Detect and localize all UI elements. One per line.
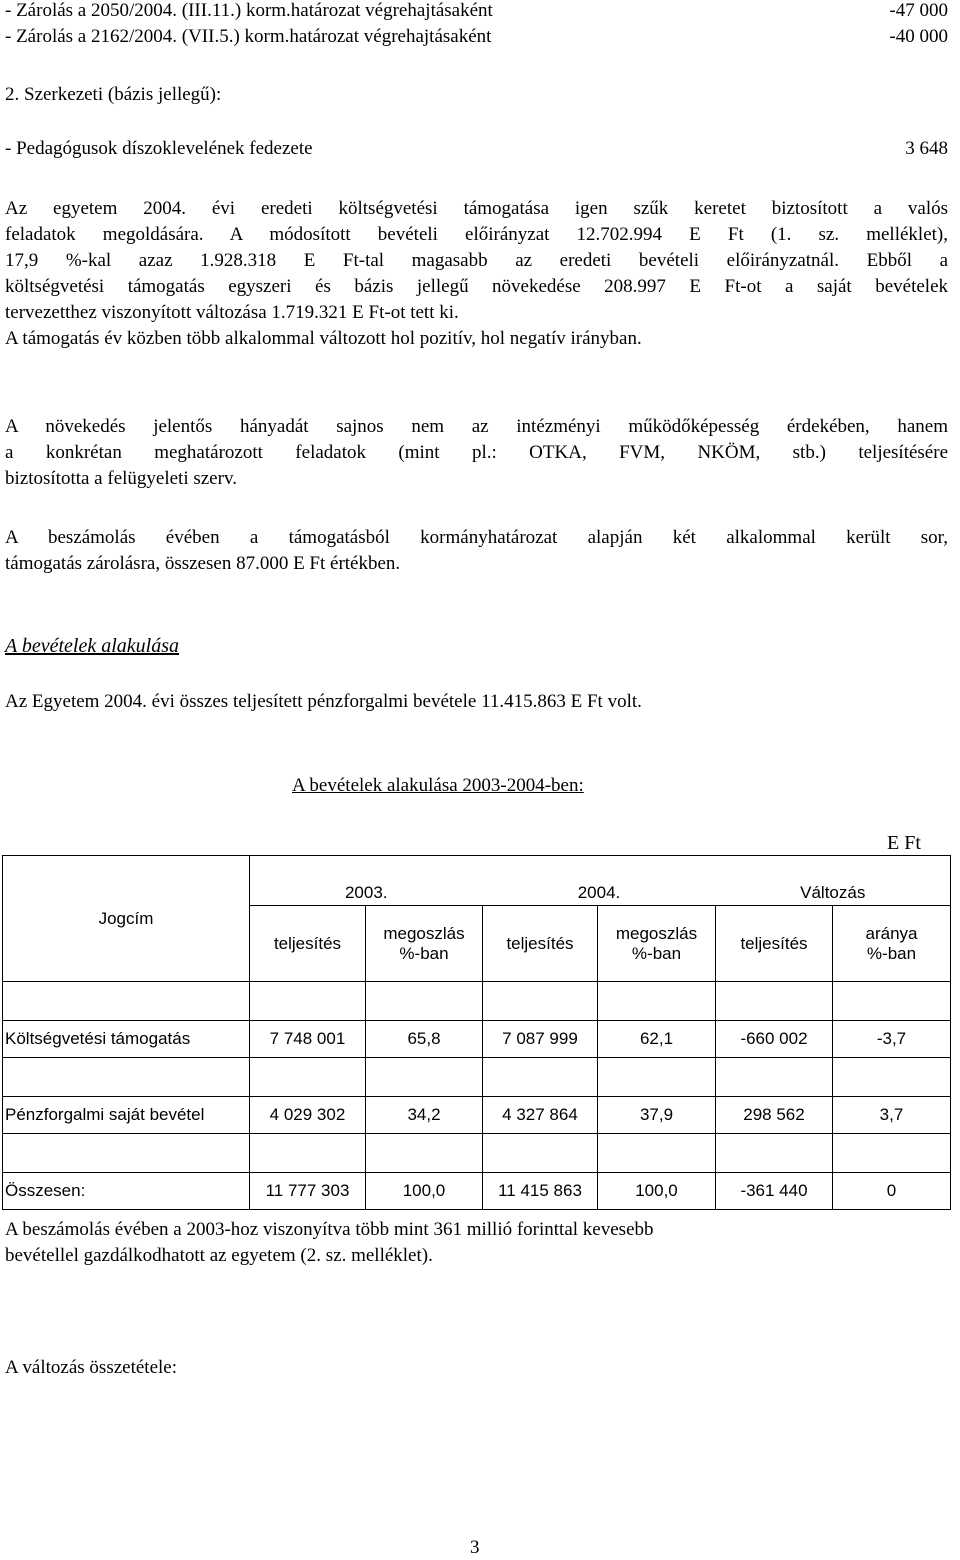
text-line: 17,9 %-kal azaz 1.928.318 E Ft-tal magasabb az eredeti bevételi előirányzatnál. Ebből a [5,250,948,271]
subheader-megoszlas-2003 [366,906,483,982]
cell-change-pct: -3,7 [833,1021,951,1058]
paragraph-freeze [5,525,948,577]
subheader-aranya-change [833,906,951,982]
cell-change-pct: 0 [833,1173,951,1210]
text-line: A beszámolás évében a támogatásból kormányhatározat alapján két alkalommal került sor, [5,527,948,548]
item-value: -40 000 [889,26,948,47]
table-header-row [3,856,951,906]
row-label: Pénzforgalmi saját bevétel [3,1097,250,1134]
cell-v2004: 4 327 864 [483,1097,598,1134]
table-caption: A bevételek alakulása 2003-2004-ben: [292,775,584,796]
item-zarolas-2050 [5,0,948,22]
text-line: A növekedés jelentős hányadát sajnos nem az intézményi működőképesség érdekében, hanem [5,416,948,437]
item-label: - Zárolás a 2162/2004. (VII.5.) korm.határozat végrehajtásaként [5,26,492,47]
cell-p2004: 62,1 [598,1021,716,1058]
cell-change-pct: 3,7 [833,1097,951,1134]
subheader-teljesites-2003: teljesítés [250,906,366,982]
item-label: - Zárolás a 2050/2004. (III.11.) korm.határozat végrehajtásaként [5,0,493,21]
paragraph-budget [5,196,948,352]
cell-p2003: 65,8 [366,1021,483,1058]
pct-text: %-ban [399,943,449,963]
header-change: Változás [716,856,951,906]
page-number: 3 [470,1537,480,1558]
megoszlas-text: megoszlás [615,923,698,943]
paragraph-growth [5,414,948,492]
table-row [3,1021,951,1058]
item-zarolas-2162 [5,26,948,48]
header-jogcim: Jogcím [3,856,250,982]
cell-change-value: -660 002 [716,1021,833,1058]
text-line: feladatok megoldására. A módosított bevételi előirányzat 12.702.994 E Ft (1. sz. melléklet), [5,224,948,245]
cell-v2003: 4 029 302 [250,1097,366,1134]
header-year-2004: 2004. [483,856,716,906]
cell-v2003: 7 748 001 [250,1021,366,1058]
row-label: Összesen: [3,1173,250,1210]
paragraph-summary [5,1217,948,1269]
text-line: a konkrétan meghatározott feladatok (mint pl.: OTKA, FVM, NKÖM, stb.) teljesítésére [5,442,948,463]
text-line: A beszámolás évében a 2003-hoz viszonyítva több mint 361 millió forinttal kevesebb [5,1219,654,1240]
item-value: 3 648 [905,138,948,159]
spacer-row [3,1134,951,1173]
text-line: költségvetési támogatás egyszeri és bázis jellegű növekedése 208.997 E Ft-ot a saját bevételek [5,276,948,297]
cell-p2004: 100,0 [598,1173,716,1210]
revenue-sentence: Az Egyetem 2004. évi összes teljesített pénzforgalmi bevétele 11.415.863 E Ft volt. [5,691,642,712]
item-pedagogus [5,138,948,160]
cell-v2004: 11 415 863 [483,1173,598,1210]
text-line: támogatás zárolásra, összesen 87.000 E Ft értékben. [5,553,401,574]
pct-text: %-ban [631,943,682,963]
table-row [3,1173,951,1210]
cell-change-value: 298 562 [716,1097,833,1134]
subheader-teljesites-change: teljesítés [716,906,833,982]
item-value: -47 000 [889,0,948,21]
spacer-row [3,982,951,1021]
cell-p2003: 34,2 [366,1097,483,1134]
header-year-2003: 2003. [250,856,483,906]
subheader-teljesites-2004: teljesítés [483,906,598,982]
cell-change-value: -361 440 [716,1173,833,1210]
section-2-heading: 2. Szerkezeti (bázis jellegű): [5,84,222,105]
pct-text: %-ban [866,943,917,963]
text-line: tervezetthez viszonyított változása 1.719.321 E Ft-ot tett ki. [5,302,459,323]
row-label: Költségvetési támogatás [3,1021,250,1058]
megoszlas-text: megoszlás [383,923,465,943]
section-heading: A bevételek alakulása [5,635,180,657]
cell-v2004: 7 087 999 [483,1021,598,1058]
revenue-table [2,855,951,1210]
cell-p2004: 37,9 [598,1097,716,1134]
item-label: - Pedagógusok díszoklevelének fedezete [5,138,313,159]
spacer-row [3,1058,951,1097]
change-composition-label: A változás összetétele: [5,1357,177,1378]
text-line: biztosította a felügyeleti szerv. [5,468,237,489]
table-row [3,1097,951,1134]
subheader-megoszlas-2004 [598,906,716,982]
unit-label: E Ft [887,832,921,854]
text-line: A támogatás év közben több alkalommal változott hol pozitív, hol negatív irányban. [5,328,642,349]
cell-v2003: 11 777 303 [250,1173,366,1210]
aranya-text: aránya [865,923,918,943]
text-line: bevétellel gazdálkodhatott az egyetem (2. sz. melléklet). [5,1245,433,1266]
cell-p2003: 100,0 [366,1173,483,1210]
text-line: Az egyetem 2004. évi eredeti költségvetési támogatása igen szűk keretet biztosított a valós [5,198,948,219]
